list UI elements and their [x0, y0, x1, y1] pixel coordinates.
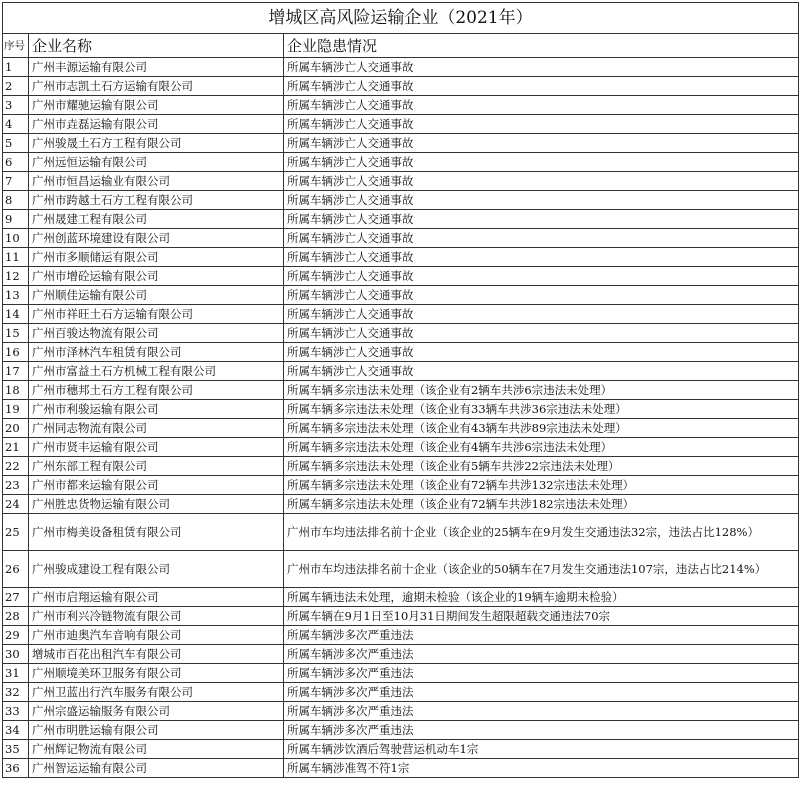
row-seq-cell: 21 [3, 438, 29, 457]
table-row [3, 305, 799, 324]
row-company-cell: 广州顺境美环卫服务有限公司 [29, 664, 284, 683]
row-company-cell: 增城市百花出租汽车有限公司 [29, 645, 284, 664]
table-row [3, 134, 799, 153]
row-issue-cell: 所属车辆涉亡人交通事故 [284, 153, 799, 172]
row-seq-cell: 2 [3, 77, 29, 96]
row-issue-cell: 所属车辆多宗违法未处理（该企业有4辆车共涉6宗违法未处理） [284, 438, 799, 457]
row-company-cell: 广州市祥旺土石方运输有限公司 [29, 305, 284, 324]
table-row [3, 457, 799, 476]
table-row [3, 588, 799, 607]
table-title: 增城区高风险运输企业（2021年） [3, 3, 799, 34]
row-issue-cell: 所属车辆涉多次严重违法 [284, 721, 799, 740]
row-company-cell: 广州市泽林汽车租赁有限公司 [29, 343, 284, 362]
table-row [3, 115, 799, 134]
row-seq-cell: 16 [3, 343, 29, 362]
row-seq-cell: 13 [3, 286, 29, 305]
row-seq-cell: 32 [3, 683, 29, 702]
row-company-cell: 广州顺佳运输有限公司 [29, 286, 284, 305]
row-seq-cell: 31 [3, 664, 29, 683]
row-issue-cell: 所属车辆涉亡人交通事故 [284, 77, 799, 96]
row-seq-cell: 5 [3, 134, 29, 153]
row-issue-cell: 所属车辆涉饮酒后驾驶营运机动车1宗 [284, 740, 799, 759]
row-issue-cell: 所属车辆涉亡人交通事故 [284, 267, 799, 286]
row-seq-cell: 34 [3, 721, 29, 740]
row-company-cell: 广州市穗邦土石方工程有限公司 [29, 381, 284, 400]
row-company-cell: 广州市垚磊运输有限公司 [29, 115, 284, 134]
row-issue-cell: 所属车辆多宗违法未处理（该企业有33辆车共涉36宗违法未处理） [284, 400, 799, 419]
row-seq-cell: 10 [3, 229, 29, 248]
row-company-cell: 广州市恒昌运输业有限公司 [29, 172, 284, 191]
table-row [3, 96, 799, 115]
header-company: 企业名称 [29, 34, 284, 58]
row-seq-cell: 3 [3, 96, 29, 115]
row-issue-cell: 所属车辆涉亡人交通事故 [284, 248, 799, 267]
row-company-cell: 广州宗盛运输服务有限公司 [29, 702, 284, 721]
row-company-cell: 广州晟建工程有限公司 [29, 210, 284, 229]
row-seq-cell: 27 [3, 588, 29, 607]
row-issue-cell: 所属车辆涉亡人交通事故 [284, 229, 799, 248]
table-row [3, 740, 799, 759]
table-row [3, 172, 799, 191]
table-row [3, 607, 799, 626]
row-seq-cell: 19 [3, 400, 29, 419]
row-company-cell: 广州市明胜运输有限公司 [29, 721, 284, 740]
row-issue-cell: 所属车辆涉亡人交通事故 [284, 343, 799, 362]
table-row [3, 759, 799, 778]
row-issue-cell: 所属车辆多宗违法未处理（该企业有72辆车共涉182宗违法未处理） [284, 495, 799, 514]
row-seq-cell: 29 [3, 626, 29, 645]
row-seq-cell: 7 [3, 172, 29, 191]
table-row [3, 400, 799, 419]
row-company-cell: 广州骏晟土石方工程有限公司 [29, 134, 284, 153]
row-issue-cell: 所属车辆多宗违法未处理（该企业有43辆车共涉89宗违法未处理） [284, 419, 799, 438]
table-header-row [3, 34, 799, 58]
row-issue-cell: 所属车辆涉亡人交通事故 [284, 305, 799, 324]
row-issue-cell: 所属车辆涉亡人交通事故 [284, 191, 799, 210]
row-seq-cell: 4 [3, 115, 29, 134]
table-row [3, 324, 799, 343]
table-row [3, 419, 799, 438]
row-seq-cell: 20 [3, 419, 29, 438]
table-row [3, 286, 799, 305]
row-issue-cell: 所属车辆涉多次严重违法 [284, 702, 799, 721]
row-seq-cell: 24 [3, 495, 29, 514]
table-row [3, 438, 799, 457]
table-row [3, 77, 799, 96]
row-issue-cell: 所属车辆涉多次严重违法 [284, 626, 799, 645]
table-row [3, 551, 799, 588]
row-issue-cell: 所属车辆涉亡人交通事故 [284, 172, 799, 191]
row-issue-cell: 所属车辆涉多次严重违法 [284, 645, 799, 664]
table-row [3, 153, 799, 172]
row-issue-cell: 所属车辆违法未处理，逾期未检验（该企业的19辆车逾期未检验） [284, 588, 799, 607]
row-company-cell: 广州市利骏运输有限公司 [29, 400, 284, 419]
row-seq-cell: 28 [3, 607, 29, 626]
row-company-cell: 广州同志物流有限公司 [29, 419, 284, 438]
row-company-cell: 广州卫蓝出行汽车服务有限公司 [29, 683, 284, 702]
row-seq-cell: 23 [3, 476, 29, 495]
row-company-cell: 广州市增砼运输有限公司 [29, 267, 284, 286]
row-seq-cell: 9 [3, 210, 29, 229]
table-row [3, 58, 799, 77]
row-company-cell: 广州市梅美设备租赁有限公司 [29, 514, 284, 551]
table-row [3, 362, 799, 381]
row-issue-cell: 所属车辆涉亡人交通事故 [284, 58, 799, 77]
row-company-cell: 广州辉记物流有限公司 [29, 740, 284, 759]
table-row [3, 191, 799, 210]
row-company-cell: 广州市志凯土石方运输有限公司 [29, 77, 284, 96]
row-company-cell: 广州市都来运输有限公司 [29, 476, 284, 495]
table-row [3, 495, 799, 514]
row-issue-cell: 所属车辆多宗违法未处理（该企业有72辆车共涉132宗违法未处理） [284, 476, 799, 495]
row-company-cell: 广州市迪奥汽车音响有限公司 [29, 626, 284, 645]
row-seq-cell: 1 [3, 58, 29, 77]
table-row [3, 343, 799, 362]
row-company-cell: 广州市富益土石方机械工程有限公司 [29, 362, 284, 381]
row-issue-cell: 所属车辆多宗违法未处理（该企业有2辆车共涉6宗违法未处理） [284, 381, 799, 400]
table-title-row [3, 3, 799, 34]
row-seq-cell: 35 [3, 740, 29, 759]
row-company-cell: 广州百骏达物流有限公司 [29, 324, 284, 343]
table-row [3, 381, 799, 400]
table-row [3, 626, 799, 645]
row-seq-cell: 17 [3, 362, 29, 381]
table-row [3, 210, 799, 229]
row-issue-cell: 所属车辆涉多次严重违法 [284, 664, 799, 683]
row-issue-cell: 广州市车均违法排名前十企业（该企业的25辆车在9月发生交通违法32宗，违法占比128%） [284, 514, 799, 551]
row-seq-cell: 14 [3, 305, 29, 324]
row-company-cell: 广州市耀驰运输有限公司 [29, 96, 284, 115]
row-company-cell: 广州东部工程有限公司 [29, 457, 284, 476]
row-issue-cell: 所属车辆多宗违法未处理（该企业有5辆车共涉22宗违法未处理） [284, 457, 799, 476]
table-row [3, 683, 799, 702]
row-issue-cell: 所属车辆涉亡人交通事故 [284, 286, 799, 305]
row-seq-cell: 8 [3, 191, 29, 210]
row-company-cell: 广州市利兴冷链物流有限公司 [29, 607, 284, 626]
row-company-cell: 广州市贤丰运输有限公司 [29, 438, 284, 457]
table-row [3, 664, 799, 683]
row-seq-cell: 25 [3, 514, 29, 551]
row-company-cell: 广州远恒运输有限公司 [29, 153, 284, 172]
table-row [3, 645, 799, 664]
row-company-cell: 广州骏成建设工程有限公司 [29, 551, 284, 588]
table-row [3, 702, 799, 721]
row-company-cell: 广州智运运输有限公司 [29, 759, 284, 778]
row-company-cell: 广州市跨越土石方工程有限公司 [29, 191, 284, 210]
row-issue-cell: 所属车辆涉亡人交通事故 [284, 134, 799, 153]
row-company-cell: 广州丰源运输有限公司 [29, 58, 284, 77]
row-company-cell: 广州创蓝环境建设有限公司 [29, 229, 284, 248]
row-seq-cell: 11 [3, 248, 29, 267]
row-seq-cell: 30 [3, 645, 29, 664]
header-issue: 企业隐患情况 [284, 34, 799, 58]
row-issue-cell: 所属车辆涉亡人交通事故 [284, 115, 799, 134]
row-issue-cell: 所属车辆涉多次严重违法 [284, 683, 799, 702]
table-row [3, 514, 799, 551]
row-seq-cell: 36 [3, 759, 29, 778]
row-issue-cell: 所属车辆涉亡人交通事故 [284, 324, 799, 343]
row-seq-cell: 6 [3, 153, 29, 172]
row-seq-cell: 26 [3, 551, 29, 588]
row-issue-cell: 所属车辆涉亡人交通事故 [284, 96, 799, 115]
row-seq-cell: 15 [3, 324, 29, 343]
row-seq-cell: 22 [3, 457, 29, 476]
row-company-cell: 广州市启翔运输有限公司 [29, 588, 284, 607]
row-issue-cell: 所属车辆涉准驾不符1宗 [284, 759, 799, 778]
row-issue-cell: 广州市车均违法排名前十企业（该企业的50辆车在7月发生交通违法107宗，违法占比214%） [284, 551, 799, 588]
document-page [2, 2, 798, 778]
table-row [3, 721, 799, 740]
row-seq-cell: 12 [3, 267, 29, 286]
table-row [3, 248, 799, 267]
risk-enterprise-table [2, 2, 799, 778]
row-company-cell: 广州市多顺储运有限公司 [29, 248, 284, 267]
table-row [3, 229, 799, 248]
row-seq-cell: 18 [3, 381, 29, 400]
row-company-cell: 广州胜忠货物运输有限公司 [29, 495, 284, 514]
table-row [3, 476, 799, 495]
row-issue-cell: 所属车辆在9月1日至10月31日期间发生超限超载交通违法70宗 [284, 607, 799, 626]
row-seq-cell: 33 [3, 702, 29, 721]
table-row [3, 267, 799, 286]
header-seq: 序号 [3, 34, 29, 58]
row-issue-cell: 所属车辆涉亡人交通事故 [284, 362, 799, 381]
row-issue-cell: 所属车辆涉亡人交通事故 [284, 210, 799, 229]
